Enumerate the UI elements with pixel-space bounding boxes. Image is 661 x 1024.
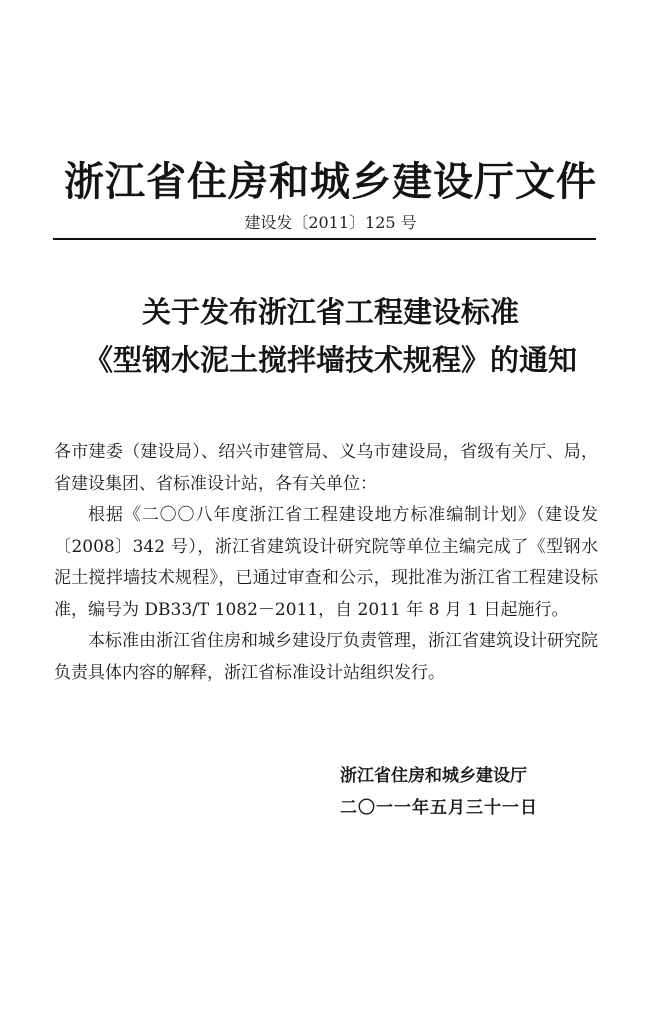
signature-block	[340, 760, 538, 824]
notice-title-line-2: 《型钢水泥土搅拌墙技术规程》的通知	[83, 343, 577, 377]
issuer-name: 浙江省住房和城乡建设厅	[340, 766, 527, 786]
header-divider	[53, 238, 596, 240]
document-header-title: 浙江省住房和城乡建设厅文件	[64, 158, 597, 205]
body-paragraph-2: 本标准由浙江省住房和城乡建设厅负责管理，浙江省建筑设计研究院负责具体内容的解释，浙江省标准设计站组织发行。	[54, 631, 598, 683]
notice-body	[54, 437, 598, 689]
document-number: 建设发〔2011〕125 号	[244, 213, 417, 232]
recipients-paragraph: 各市建委（建设局）、绍兴市建管局、义乌市建设局，省级有关厅、局，省建设集团、省标准设计站，各有关单位：	[54, 442, 598, 494]
notice-title-line-1: 关于发布浙江省工程建设标准	[141, 295, 519, 329]
body-paragraph-1: 根据《二〇〇八年度浙江省工程建设地方标准编制计划》（建设发〔2008〕342 号），浙江省建筑设计研究院等单位主编完成了《型钢水泥土搅拌墙技术规程》，已通过审查和公示，现批准为浙江省工程建设标准，编号为 DB33/T 1082－2011，自 2011 年 8 月 1 日起施行。	[54, 505, 598, 620]
issue-date: 二〇一一年五月三十一日	[340, 798, 538, 818]
